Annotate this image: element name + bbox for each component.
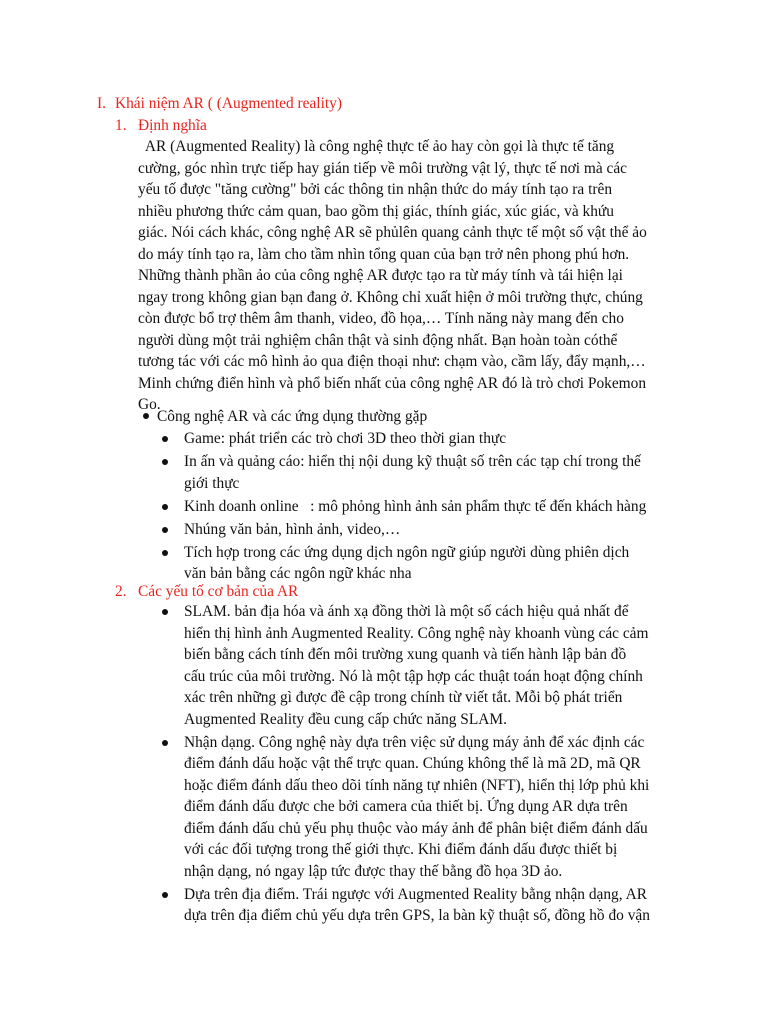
bullet-icon [162,504,168,510]
paragraph-line: còn được bổ trợ thêm âm thanh, video, đồ họa,… Tính năng này mang đến cho [138,310,624,327]
bullet-icon [162,527,168,533]
list-item-line: điểm đánh dấu chủ yếu phụ thuộc vào máy ảnh để phân biệt điểm đánh dấu [184,819,648,837]
paragraph-line: AR (Augmented Reality) là công nghệ thực tế ảo hay còn gọi là thực tế tăng [138,138,615,155]
paragraph-line: cường, góc nhìn trực tiếp hay gián tiếp về môi trường vật lý, thực tế nơi mà các [138,159,628,177]
list-item [162,451,692,494]
list-item-line: nhận dạng, nó ngay lập tức được thay thế bằng đồ họa 3D ảo. [184,862,563,880]
section-2-title: Các yếu tố cơ bản của AR [138,583,299,600]
bullet-icon [162,550,168,556]
apps-heading-text: Công nghệ AR và các ứng dụng thường gặp [157,408,428,425]
list-item-line: hoặc điểm đánh dấu theo dõi tính năng tự nhiên (NFT), hiển thị lớp phủ khi [184,776,650,794]
paragraph-line: yếu tố được "tăng cường" bởi các thông tin nhận thức do máy tính tạo ra trên [138,181,613,198]
heading-1-number: I. [97,95,106,112]
list-item-line: Game: phát triển các trò chơi 3D theo thời gian thực [184,430,507,447]
section-2-number: 2. [115,583,127,600]
section-1-title: Định nghĩa [138,117,207,134]
apps-list [162,428,692,586]
list-item-line: Augmented Reality đều cung cấp chức năng SLAM. [184,710,507,728]
bullet-icon [143,413,149,419]
list-item-line: dựa trên địa điểm chủ yếu dựa trên GPS, la bàn kỹ thuật số, đồng hồ đo vận [184,907,650,924]
list-item-line: Dựa trên địa điểm. Trái ngược với Augmented Reality bằng nhận dạng, AR [184,885,647,903]
paragraph-line: nhiều phương thức cảm quan, bao gồm thị giác, thính giác, xúc giác, và khứu [138,202,614,220]
list-item [162,542,692,585]
paragraph-line: giác. Nói cách khác, công nghệ AR sẽ phủlên quang cảnh thực tế một số vật thể ảo [138,224,647,241]
definition-paragraph [138,136,686,416]
paragraph-line: do máy tính tạo ra, làm cho tầm nhìn tổng quan của bạn trở nên phong phú hơn. [138,245,630,263]
list-item-line: Kinh doanh online : mô phỏng hình ảnh sản phẩm thực tế đến khách hàng [184,497,647,515]
list-item-line: điểm đánh dấu được che bởi camera của thiết bị. Ứng dụng AR dựa trên [184,798,628,815]
list-item [162,732,692,883]
list-item-line: hiển thị hình ảnh Augmented Reality. Công nghệ này khoanh vùng các cảm [184,624,649,642]
list-item-line: cấu trúc của môi trường. Nó là một tập hợp các thuật toán hoạt động chính [184,667,643,685]
list-item-line: Nhận dạng. Công nghệ này dựa trên việc sử dụng máy ảnh để xác định các [184,733,645,751]
bullet-icon [162,436,168,442]
list-item-line: giới thực [184,474,240,492]
list-item [162,884,692,927]
section-1-number: 1. [115,117,127,134]
list-item-line: Tích hợp trong các ứng dụng dịch ngôn ngữ giúp người dùng phiên dịch [184,543,630,561]
paragraph-line: Go. [138,396,161,413]
paragraph-line: tương tác với các mô hình ảo qua điện thoại như: chạm vào, cầm lấy, đẩy mạnh,… [138,353,646,370]
list-item [162,519,692,541]
list-item-line: văn bản bằng các ngôn ngữ khác nha [184,565,412,582]
paragraph-line: Minh chứng điển hình và phổ biến nhất của công nghệ AR đó là trò chơi Pokemon [138,374,647,392]
list-item [162,601,692,730]
list-item-line: SLAM. bản địa hóa và ánh xạ đồng thời là một số cách hiệu quả nhất để [184,603,629,620]
list-item-line: biến bằng cách tính đến môi trường xung quanh và tiến hành lập bản đồ [184,646,627,663]
bullet-icon [162,459,168,465]
paragraph-line: ngay trong không gian bạn đang ở. Không chỉ xuất hiện ở môi trường thực, chúng [138,288,643,306]
paragraph-line: người dùng một trải nghiệm chân thật và sinh động nhất. Bạn hoàn toàn cóthể [138,331,618,349]
section-2-heading [115,581,298,603]
list-item-line: Nhúng văn bản, hình ảnh, video,… [184,520,401,538]
list-item [162,496,692,518]
list-item [162,428,692,450]
list-item-line: với các đối tượng trong thế giới thực. Khi điểm đánh dấu được thiết bị [184,841,618,858]
paragraph-line: Những thành phần ảo của công nghệ AR được tạo ra từ máy tính và tái hiện lại [138,267,623,284]
elements-list [162,601,692,928]
heading-1-text: Khái niệm AR ( (Augmented reality) [115,95,342,112]
heading-1 [97,93,342,115]
list-item-line: điểm đánh dấu hoặc vật thể trực quan. Chúng không thể là mã 2D, mã QR [184,755,641,772]
list-item-line: xác trên những gì được đề cập trong chính từ viết tắt. Mỗi bộ phát triển [184,689,623,706]
list-item-line: In ấn và quảng cáo: hiển thị nội dung kỹ thuật số trên các tạp chí trong thế [184,453,641,470]
apps-heading [143,406,427,428]
section-1-heading [115,115,207,137]
bullet-icon [162,609,168,615]
bullet-icon [162,892,168,898]
bullet-icon [162,740,168,746]
